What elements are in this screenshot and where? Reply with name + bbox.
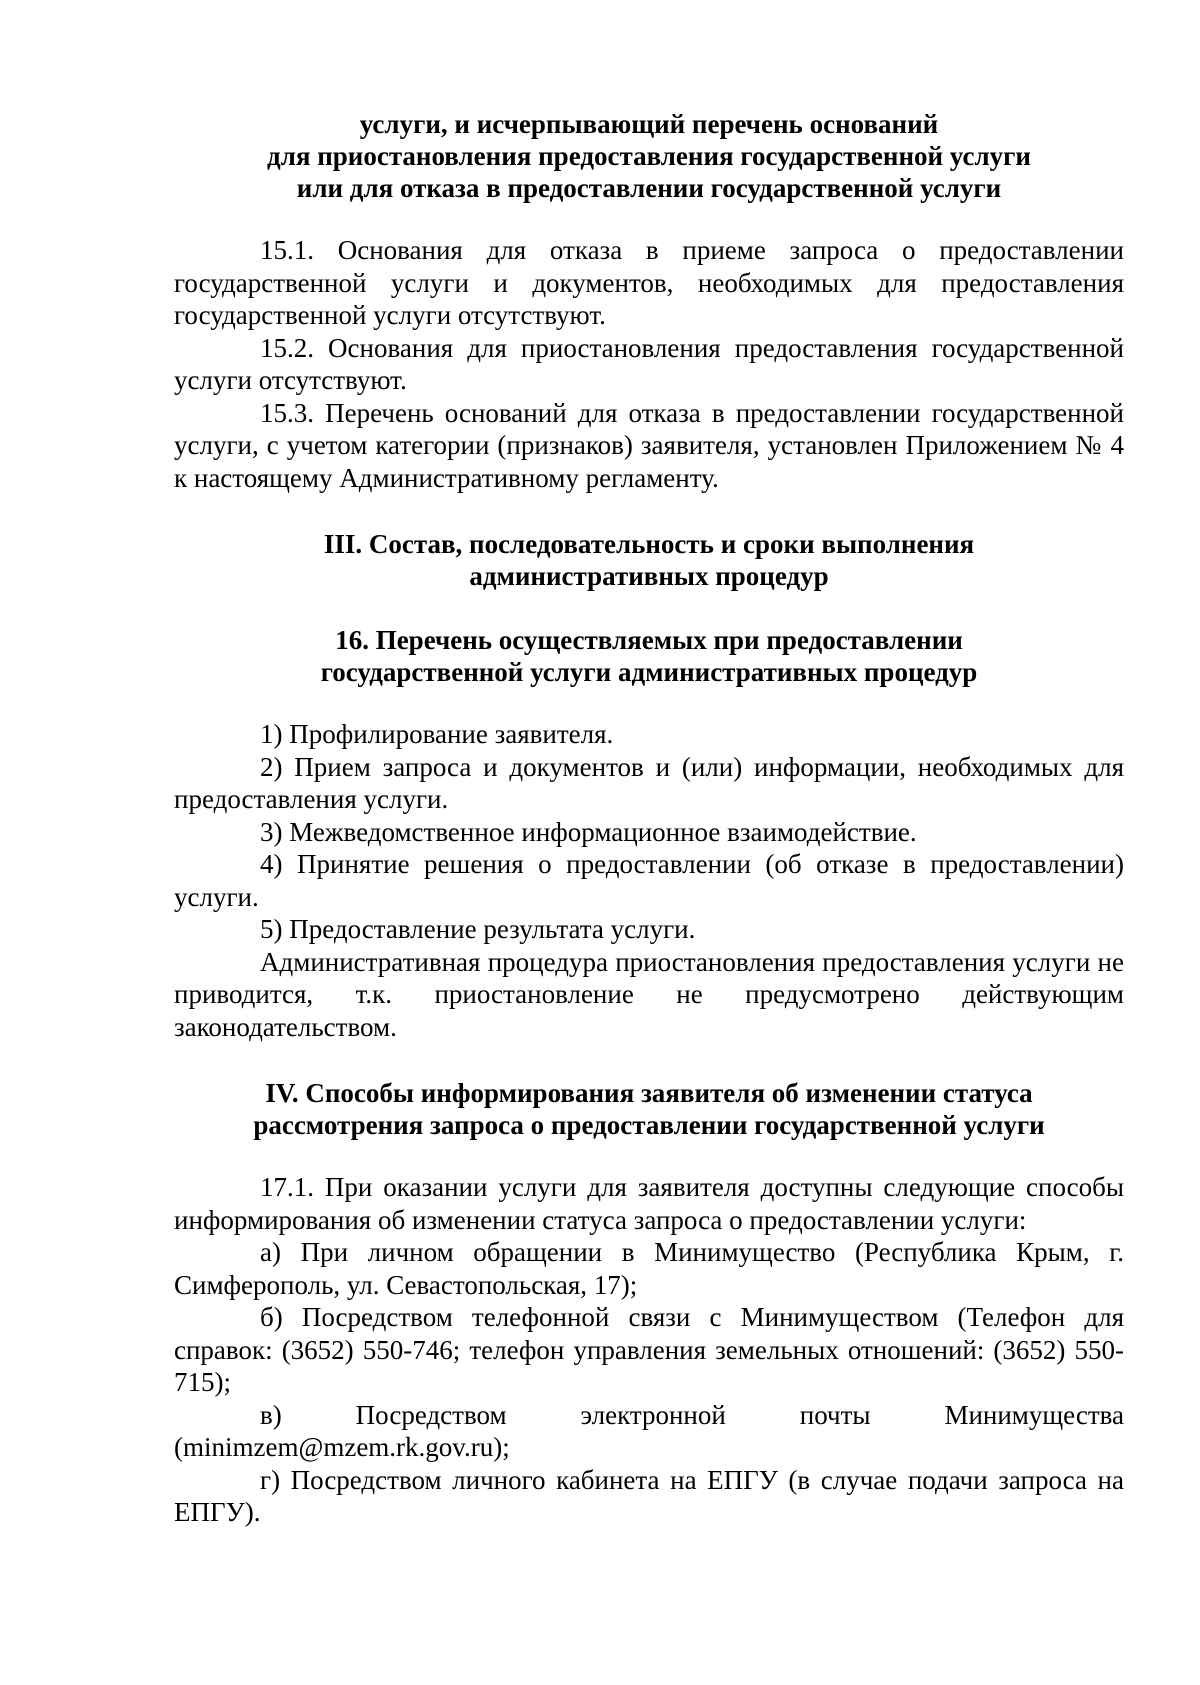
list-item-g: г) Посредством личного кабинета на ЕПГУ (в случае подачи запроса на ЕПГУ). — [174, 1464, 1124, 1527]
document-body — [174, 108, 1124, 1529]
paragraph-suspension-note: Административная процедура приостановления предоставления услуги не приводится, т.к. приостановление не предусмотрено действующим законодательством. — [174, 946, 1124, 1042]
heading-line: услуги, и исчерпывающий перечень оснований — [359, 109, 939, 139]
heading-16 — [174, 624, 1124, 688]
heading-section-3 — [174, 528, 1124, 592]
heading-section-4 — [174, 1077, 1124, 1141]
heading-line: III. Состав, последовательность и сроки выполнения — [323, 529, 975, 559]
heading-line: 16. Перечень осуществляемых при предоставлении — [335, 625, 963, 655]
heading-line: рассмотрения запроса о предоставлении государственной услуги — [253, 1110, 1045, 1140]
paragraph-15-1: 15.1. Основания для отказа в приеме запроса о предоставлении государственной услуги и документов, необходимых для предоставления государственной услуги отсутствуют. — [174, 235, 1124, 330]
list-item-3: 3) Межведомственное информационное взаимодействие. — [260, 816, 917, 847]
heading-line: для приостановления предоставления государственной услуги — [267, 141, 1031, 171]
list-item-1: 1) Профилирование заявителя. — [260, 719, 614, 749]
paragraph-17-1: 17.1. При оказании услуги для заявителя доступны следующие способы информирования об изменении статуса запроса о предоставлении услуги: — [174, 1172, 1124, 1235]
paragraph-15-3: 15.3. Перечень оснований для отказа в предоставлении государственной услуги, с учетом категории (признаков) заявителя, установлен Приложением № 4 к настоящему Административному регламенту. — [174, 397, 1124, 493]
list-item-b: б) Посредством телефонной связи с Минимуществом (Телефон для справок: (3652) 550-746; телефон управления земельных отношений: (3652) 550-715); — [174, 1302, 1124, 1397]
list-item-4: 4) Принятие решения о предоставлении (об отказе в предоставлении) услуги. — [174, 849, 1124, 912]
heading-line: административных процедур — [469, 561, 829, 591]
list-item-5: 5) Предоставление результата услуги. — [260, 914, 696, 944]
heading-grounds-refusal — [174, 108, 1124, 204]
list-item-v: в) Посредством электронной почты Минимущества (minimzem@mzem.rk.gov.ru); — [174, 1399, 1124, 1462]
list-item-2: 2) Прием запроса и документов и (или) информации, необходимых для предоставления услуги. — [174, 751, 1124, 814]
heading-line: IV. Способы информирования заявителя об изменении статуса — [265, 1078, 1033, 1108]
list-item-a: а) При личном обращении в Минимущество (Республика Крым, г. Симферополь, ул. Севастопольская, 17); — [174, 1237, 1124, 1300]
heading-line: государственной услуги административных процедур — [320, 657, 978, 687]
paragraph-15-2: 15.2. Основания для приостановления предоставления государственной услуги отсутствуют. — [174, 332, 1124, 395]
heading-line: или для отказа в предоставлении государственной услуги — [296, 173, 1002, 203]
